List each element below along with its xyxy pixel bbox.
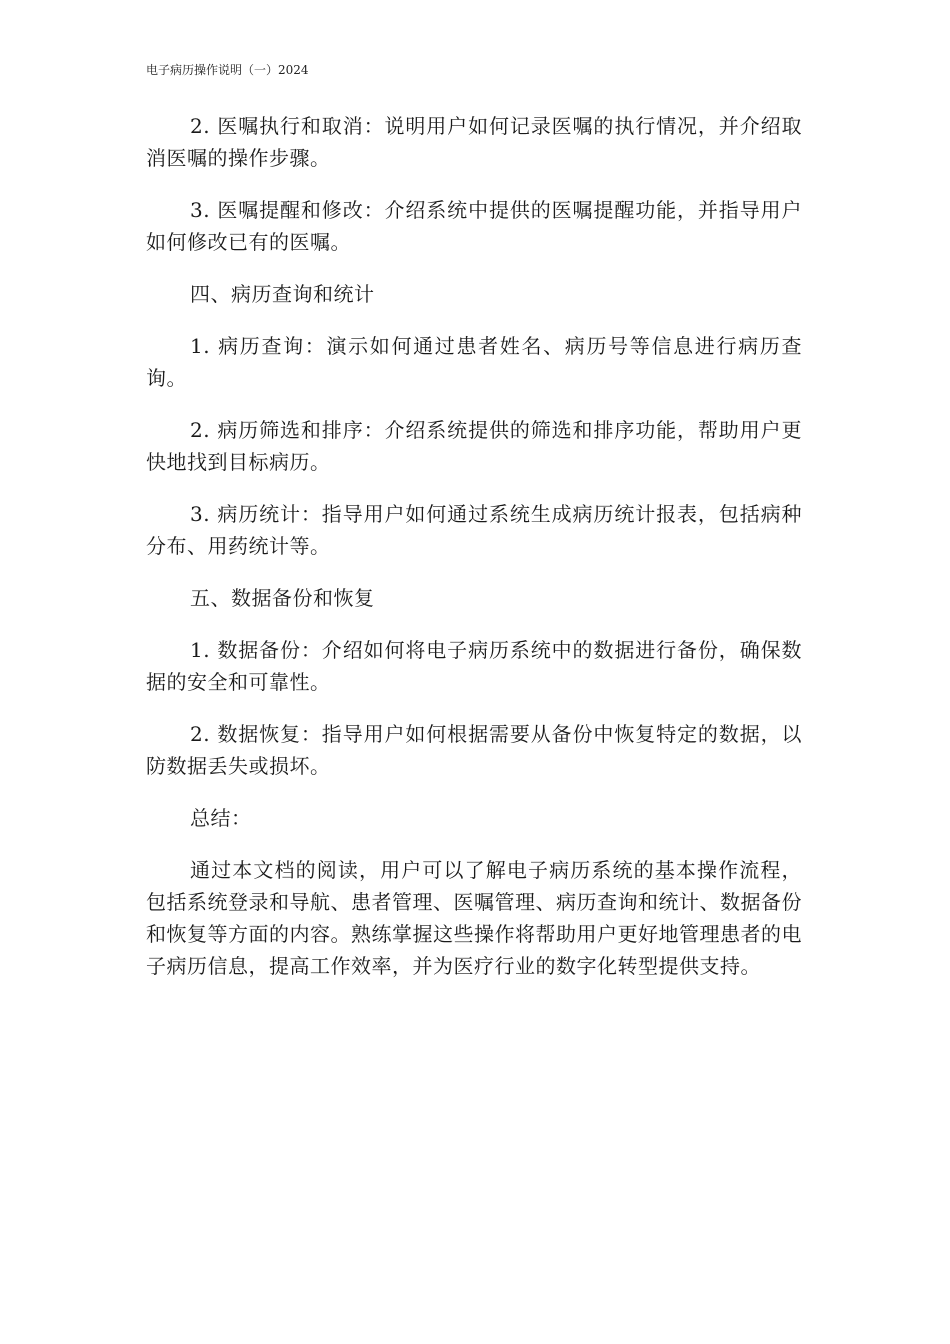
paragraph-order-reminder-modify: 3. 医嘱提醒和修改：介绍系统中提供的医嘱提醒功能，并指导用户如何修改已有的医嘱。: [146, 198, 802, 254]
paragraph-record-query: 1. 病历查询：演示如何通过患者姓名、病历号等信息进行病历查询。: [146, 334, 802, 390]
paragraph-record-statistics: 3. 病历统计：指导用户如何通过系统生成病历统计报表，包括病种分布、用药统计等。: [146, 502, 802, 558]
section-heading-backup-restore: 五、数据备份和恢复: [190, 586, 375, 610]
section-heading-record-query-statistics: 四、病历查询和统计: [190, 282, 375, 306]
section-heading-summary: 总结：: [190, 806, 252, 830]
paragraph-order-execution-cancel: 2. 医嘱执行和取消：说明用户如何记录医嘱的执行情况，并介绍取消医嘱的操作步骤。: [146, 114, 802, 170]
running-header: 电子病历操作说明（一）2024: [146, 63, 309, 77]
document-body: [146, 110, 802, 1002]
paragraph-summary: 通过本文档的阅读，用户可以了解电子病历系统的基本操作流程，包括系统登录和导航、患者管理、医嘱管理、病历查询和统计、数据备份和恢复等方面的内容。熟练掌握这些操作将帮助用户更好地管理患者的电子病历信息，提高工作效率，并为医疗行业的数字化转型提供支持。: [146, 858, 802, 978]
paragraph-data-restore: 2. 数据恢复：指导用户如何根据需要从备份中恢复特定的数据，以防数据丢失或损坏。: [146, 722, 802, 778]
paragraph-data-backup: 1. 数据备份：介绍如何将电子病历系统中的数据进行备份，确保数据的安全和可靠性。: [146, 638, 802, 694]
paragraph-record-filter-sort: 2. 病历筛选和排序：介绍系统提供的筛选和排序功能，帮助用户更快地找到目标病历。: [146, 418, 802, 474]
